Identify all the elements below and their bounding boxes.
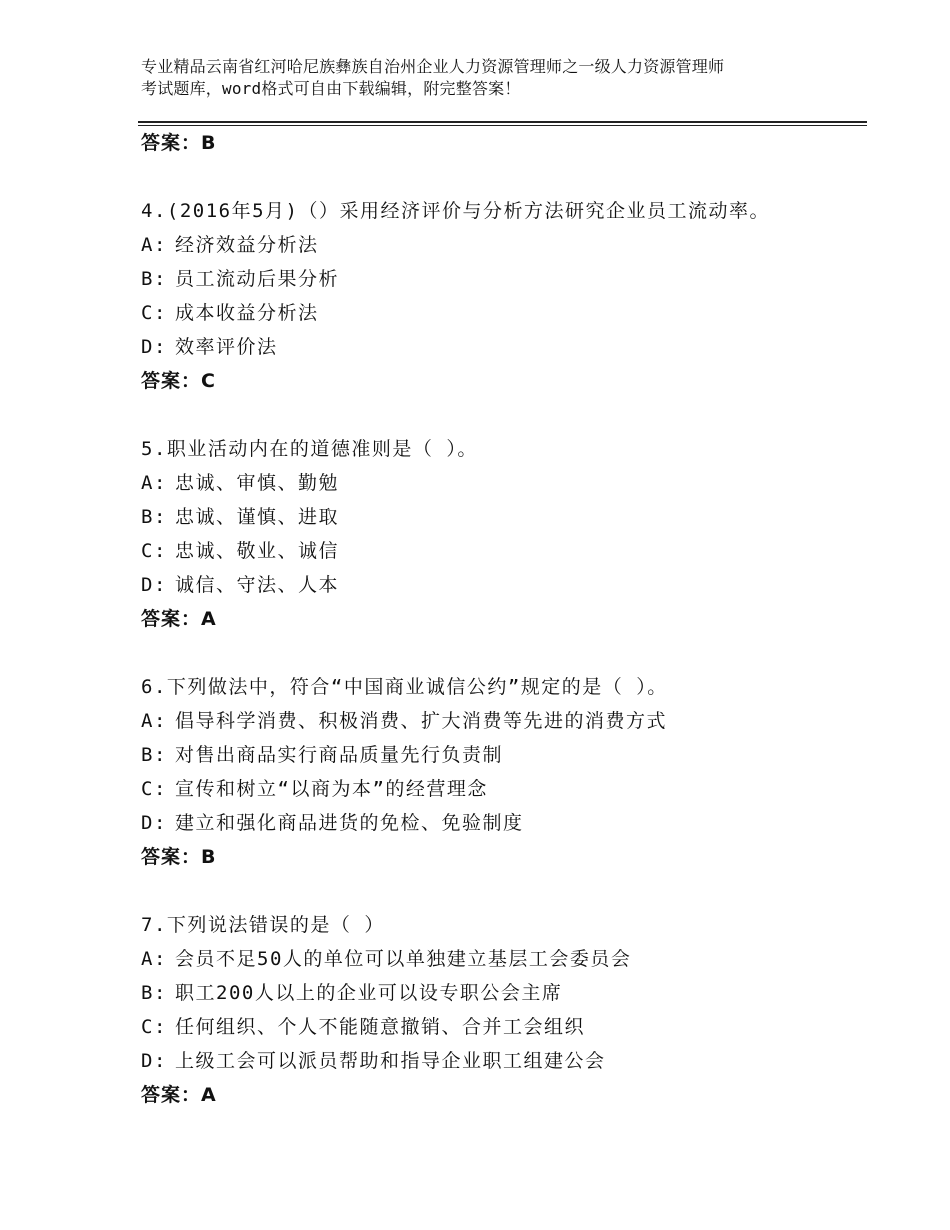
option-c xyxy=(141,1010,861,1044)
option-letter: B: xyxy=(141,268,167,290)
option-letter: C: xyxy=(141,540,167,562)
option-a xyxy=(141,466,861,500)
previous-answer: 答案：B xyxy=(141,132,217,154)
option-text: 职工200人以上的企业可以设专职公会主席 xyxy=(175,982,563,1004)
option-letter: A: xyxy=(141,234,167,256)
option-letter: C: xyxy=(141,1016,167,1038)
question-5 xyxy=(141,432,861,636)
option-text: 上级工会可以派员帮助和指导企业职工组建公会 xyxy=(175,1050,606,1072)
question-stem: 5.职业活动内在的道德准则是（ ）。 xyxy=(141,438,478,460)
option-text: 经济效益分析法 xyxy=(175,234,319,256)
question-7 xyxy=(141,908,861,1112)
option-a xyxy=(141,228,861,262)
option-a xyxy=(141,704,861,738)
option-letter: D: xyxy=(141,574,167,596)
option-text: 忠诚、谨慎、进取 xyxy=(175,506,340,528)
option-b xyxy=(141,262,861,296)
header-divider xyxy=(138,121,867,123)
option-c xyxy=(141,534,861,568)
option-b xyxy=(141,500,861,534)
answer-line: 答案：A xyxy=(141,1084,217,1106)
question-stem: 4.(2016年5月)（）采用经济评价与分析方法研究企业员工流动率。 xyxy=(141,200,770,222)
option-letter: A: xyxy=(141,472,167,494)
question-stem: 6.下列做法中，符合“中国商业诚信公约”规定的是（ ）。 xyxy=(141,676,668,698)
option-d xyxy=(141,1044,861,1078)
question-list xyxy=(141,126,861,1112)
option-text: 忠诚、敬业、诚信 xyxy=(175,540,340,562)
option-letter: C: xyxy=(141,302,167,324)
option-letter: D: xyxy=(141,812,167,834)
answer-line: 答案：B xyxy=(141,846,217,868)
question-6 xyxy=(141,670,861,874)
option-d xyxy=(141,330,861,364)
option-a xyxy=(141,942,861,976)
option-text: 效率评价法 xyxy=(175,336,278,358)
option-letter: D: xyxy=(141,336,167,358)
option-b xyxy=(141,738,861,772)
header-line-2: 考试题库，word格式可自由下载编辑，附完整答案！ xyxy=(141,79,521,98)
option-text: 建立和强化商品进货的免检、免验制度 xyxy=(175,812,524,834)
option-text: 员工流动后果分析 xyxy=(175,268,340,290)
option-c xyxy=(141,772,861,806)
option-b xyxy=(141,976,861,1010)
option-letter: C: xyxy=(141,778,167,800)
option-text: 宣传和树立“以商为本”的经营理念 xyxy=(175,778,488,800)
option-letter: D: xyxy=(141,1050,167,1072)
option-text: 对售出商品实行商品质量先行负责制 xyxy=(175,744,504,766)
option-text: 成本收益分析法 xyxy=(175,302,319,324)
option-d xyxy=(141,568,861,602)
option-c xyxy=(141,296,861,330)
answer-line: 答案：A xyxy=(141,608,217,630)
option-letter: A: xyxy=(141,710,167,732)
answer-line: 答案：C xyxy=(141,370,216,392)
page-header xyxy=(141,56,841,100)
option-text: 任何组织、个人不能随意撤销、合并工会组织 xyxy=(175,1016,586,1038)
option-text: 忠诚、审慎、勤勉 xyxy=(175,472,340,494)
option-text: 诚信、守法、人本 xyxy=(175,574,340,596)
option-text: 会员不足50人的单位可以单独建立基层工会委员会 xyxy=(175,948,632,970)
option-letter: B: xyxy=(141,506,167,528)
option-letter: B: xyxy=(141,744,167,766)
option-text: 倡导科学消费、积极消费、扩大消费等先进的消费方式 xyxy=(175,710,668,732)
option-d xyxy=(141,806,861,840)
option-letter: A: xyxy=(141,948,167,970)
header-line-1: 专业精品云南省红河哈尼族彝族自治州企业人力资源管理师之一级人力资源管理师 xyxy=(141,57,725,76)
question-stem: 7.下列说法错误的是（ ） xyxy=(141,914,385,936)
option-letter: B: xyxy=(141,982,167,1004)
question-4 xyxy=(141,194,861,398)
